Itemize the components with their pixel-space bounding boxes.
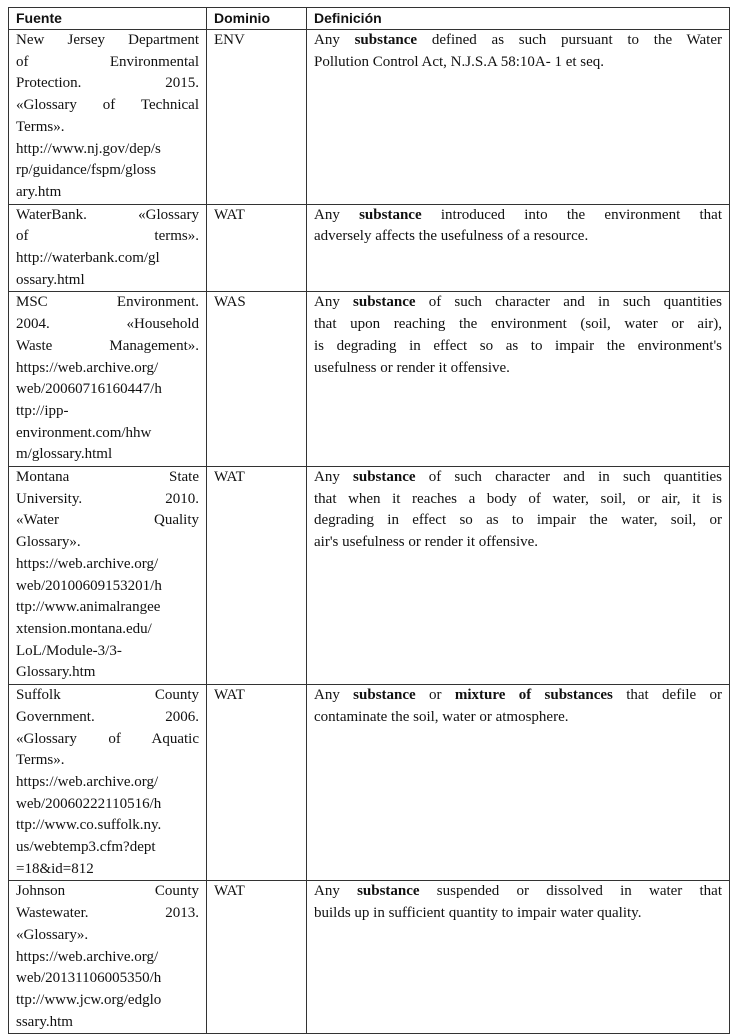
source-line: web/20060222110516/h (16, 795, 162, 812)
definition-text: Any (314, 883, 358, 900)
source-cell (9, 685, 207, 881)
source-line: xtension.montana.edu/ (16, 620, 152, 637)
source-line: https://web.archive.org/ (16, 555, 159, 572)
source-line: Glossary». (16, 534, 81, 551)
definition-text: air's usefulness or render it offensive. (314, 534, 539, 551)
source-line: of Environmental (16, 53, 199, 70)
source-line: Wastewater. 2013. (16, 905, 199, 922)
definition-text: Any (314, 469, 354, 486)
definition-line (314, 205, 722, 227)
table-row (9, 467, 730, 685)
bold-term: substance (357, 883, 420, 900)
definition-cell (307, 204, 730, 292)
definition-line (314, 467, 722, 489)
source-line: ttp://www.jcw.org/edglo (16, 991, 162, 1008)
table-row (9, 204, 730, 292)
domain-cell: WAS (207, 292, 307, 467)
definition-line (314, 881, 722, 903)
source-line: Terms». (16, 118, 65, 135)
definition-text: or (415, 687, 455, 704)
source-line: Montana State (16, 469, 199, 486)
definition-cell (307, 881, 730, 1034)
header-definition: Definición (307, 8, 730, 30)
source-line: ssary.htm (16, 1013, 73, 1030)
source-cell (9, 30, 207, 205)
source-line: https://web.archive.org/ (16, 359, 159, 376)
header-domain: Dominio (207, 8, 307, 30)
source-line: web/20100609153201/h (16, 577, 162, 594)
definition-line (314, 903, 722, 925)
source-cell (9, 467, 207, 685)
definition-text: is degrading in effect so as to impair the environment's (314, 337, 722, 354)
source-line: New Jersey Department (16, 32, 199, 48)
definition-text: that upon reaching the environment (soil, water or air), (314, 316, 722, 333)
source-line: web/20131106005350/h (16, 970, 162, 987)
source-line: http://waterbank.com/gl (16, 250, 160, 267)
definition-text: Any (314, 32, 355, 48)
definition-text: degrading in effect so as to impair the water, soil, or (314, 512, 722, 529)
table-row (9, 292, 730, 467)
definition-text: Any (314, 206, 360, 223)
definition-text: Pollution Control Act, N.J.S.A 58:10A- 1 et seq. (314, 53, 605, 70)
bold-term: substance (353, 687, 416, 704)
source-line: WaterBank. «Glossary (16, 206, 199, 223)
definition-line (314, 489, 722, 511)
definition-line (314, 314, 722, 336)
source-line: environment.com/hhw (16, 424, 152, 441)
definition-text: Any (314, 294, 354, 311)
domain-cell: WAT (207, 881, 307, 1034)
definition-line (314, 532, 722, 554)
source-cell (9, 881, 207, 1034)
definition-text: that when it reaches a body of water, soil, or air, it is (314, 490, 722, 507)
source-line: Protection. 2015. (16, 75, 199, 92)
source-line: 2004. «Household (16, 316, 199, 333)
definition-text: introduced into the environment that (421, 206, 722, 223)
source-line: «Water Quality (16, 512, 199, 529)
definition-line (314, 510, 722, 532)
source-line: ary.htm (16, 183, 62, 200)
source-cell (9, 204, 207, 292)
bold-term: substance (353, 469, 416, 486)
domain-cell: WAT (207, 467, 307, 685)
source-line: http://www.nj.gov/dep/s (16, 140, 161, 157)
source-line: «Glossary». (16, 926, 89, 943)
definition-line (314, 685, 722, 707)
source-line: rp/guidance/fspm/gloss (16, 162, 156, 179)
source-line: Government. 2006. (16, 708, 199, 725)
bold-term: substance (359, 206, 422, 223)
source-cell (9, 292, 207, 467)
definition-text: builds up in sufficient quantity to impair water quality. (314, 905, 642, 922)
table-row (9, 881, 730, 1034)
source-line: LoL/Module-3/3- (16, 642, 122, 659)
source-line: https://web.archive.org/ (16, 948, 159, 965)
definition-line (314, 226, 722, 248)
source-line: MSC Environment. (16, 294, 199, 311)
definition-line (314, 292, 722, 314)
definition-line (314, 336, 722, 358)
bold-term: substance (353, 294, 416, 311)
source-line: ttp://www.co.suffolk.ny. (16, 817, 162, 834)
domain-cell: ENV (207, 30, 307, 205)
definition-text: suspended or dissolved in water that (419, 883, 723, 900)
source-line: Terms». (16, 752, 65, 769)
table-row (9, 685, 730, 881)
source-line: Glossary.htm (16, 664, 96, 681)
domain-cell: WAT (207, 685, 307, 881)
definition-cell (307, 467, 730, 685)
source-line: web/20060716160447/h (16, 381, 162, 398)
definition-line (314, 358, 722, 380)
source-line: https://web.archive.org/ (16, 773, 159, 790)
definition-text: that defile or (612, 687, 723, 704)
source-line: of terms». (16, 228, 199, 245)
source-line: ossary.html (16, 271, 85, 288)
source-line: Suffolk County (16, 687, 199, 704)
glossary-table (8, 7, 730, 1034)
source-line: Johnson County (16, 883, 199, 900)
definition-cell (307, 685, 730, 881)
source-line: ttp://ipp- (16, 402, 69, 419)
definition-text: contaminate the soil, water or atmosphere. (314, 708, 569, 725)
bold-term: mixture of substances (454, 687, 613, 704)
source-line: «Glossary of Technical (16, 97, 199, 114)
source-line: Waste Management». (16, 337, 199, 354)
source-line: us/webtemp3.cfm?dept (16, 839, 156, 856)
source-line: University. 2010. (16, 490, 199, 507)
source-line: m/glossary.html (16, 446, 113, 463)
source-line: «Glossary of Aquatic (16, 730, 199, 747)
source-line: =18&id=812 (16, 860, 94, 877)
header-row (9, 8, 730, 30)
definition-text: Any (314, 687, 354, 704)
definition-text: adversely affects the usefulness of a resource. (314, 228, 589, 245)
source-line: ttp://www.animalrangee (16, 599, 161, 616)
definition-text: of such character and in such quantities (415, 294, 722, 311)
table-row (9, 30, 730, 205)
definition-text: defined as such pursuant to the Water (417, 32, 722, 48)
definition-line (314, 30, 722, 52)
definition-line (314, 52, 722, 74)
definition-text: usefulness or render it offensive. (314, 359, 510, 376)
definition-cell (307, 292, 730, 467)
header-source: Fuente (9, 8, 207, 30)
definition-text: of such character and in such quantities (415, 469, 722, 486)
definition-line (314, 707, 722, 729)
domain-cell: WAT (207, 204, 307, 292)
bold-term: substance (354, 32, 418, 48)
definition-cell (307, 30, 730, 205)
